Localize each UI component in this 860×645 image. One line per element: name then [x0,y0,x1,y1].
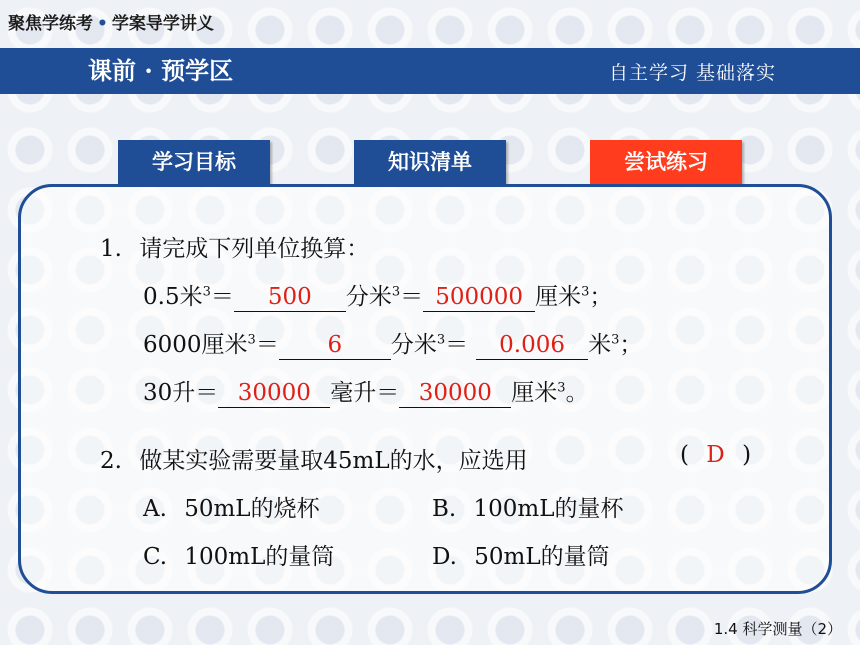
equals-sign: ＝ [255,332,279,358]
paren-close: ) [742,442,752,468]
question-1-row-3 [143,374,589,408]
punctuation: 。 [565,380,589,406]
tab-learning-goals[interactable]: 学习目标 [118,140,270,184]
option-text: 50mL的烧杯 [184,496,320,522]
punctuation: ； [619,332,643,358]
option-text: 100mL的量筒 [184,544,335,570]
equals-sign: ＝ [400,284,424,310]
unit-label: 厘米 [511,380,558,406]
question-1-row-1 [143,278,612,312]
paren-open: ( [680,442,689,468]
question-number: 1. [100,236,122,262]
equals-sign: ＝ [210,284,234,310]
option-letter: C. [143,544,168,570]
option-text: 100mL的量杯 [473,496,624,522]
answer-blank: 500 [234,283,346,312]
option-d [432,538,610,571]
header-title-b: 学案导学讲义 [111,14,214,34]
unit-label: 厘米 [535,284,582,310]
superscript: 3 [202,284,211,300]
question-1-stem [100,230,369,263]
row-text: 0.5米 [143,284,203,310]
superscript: 3 [247,332,256,348]
equals-sign: ＝ [445,332,469,358]
question-2-stem [100,442,528,475]
question-number: 2. [100,448,122,474]
option-a [143,490,320,523]
punctuation: ； [589,284,613,310]
option-letter: A. [143,496,167,522]
answer-blank: 0.006 [476,331,588,360]
question-text: 请完成下列单位换算： [139,236,370,262]
option-c [143,538,334,571]
row-text: 30升 [143,380,196,406]
header-title-a: 聚焦学练考 [8,14,93,34]
section-banner [0,48,860,94]
superscript: 3 [391,284,401,300]
superscript: 3 [557,380,566,396]
superscript: 3 [436,332,446,348]
document-header [8,6,214,42]
answer-blank: 30000 [218,379,330,408]
page-footer: 1.4 科学测量（2） [713,620,842,638]
unit-label: 米 [588,332,612,358]
bullet-icon: • [97,14,108,34]
unit-label: 分米 [345,284,392,310]
answer-choice: D [706,442,725,468]
equals-sign: ＝ [376,380,400,406]
unit-label: 毫升 [330,380,377,406]
question-text: 做某实验需要量取45mL的水，应选用 [139,448,528,474]
option-b [432,490,624,523]
banner-right-label: 自主学习 基础落实 [608,62,776,84]
tab-knowledge-list[interactable]: 知识清单 [354,140,506,184]
superscript: 3 [611,332,620,348]
answer-bracket [680,442,751,468]
superscript: 3 [581,284,590,300]
row-text: 6000厘米 [143,332,248,358]
option-letter: D. [432,544,457,570]
answer-blank: 500000 [423,283,535,312]
option-letter: B. [432,496,457,522]
option-text: 50mL的量筒 [474,544,610,570]
question-1-row-2 [143,326,642,360]
equals-sign: ＝ [195,380,219,406]
answer-blank: 30000 [399,379,511,408]
answer-blank: 6 [279,331,391,360]
unit-label: 分米 [390,332,437,358]
banner-left-label: 课前 · 预学区 [88,56,234,85]
tab-practice[interactable]: 尝试练习 [590,140,742,184]
